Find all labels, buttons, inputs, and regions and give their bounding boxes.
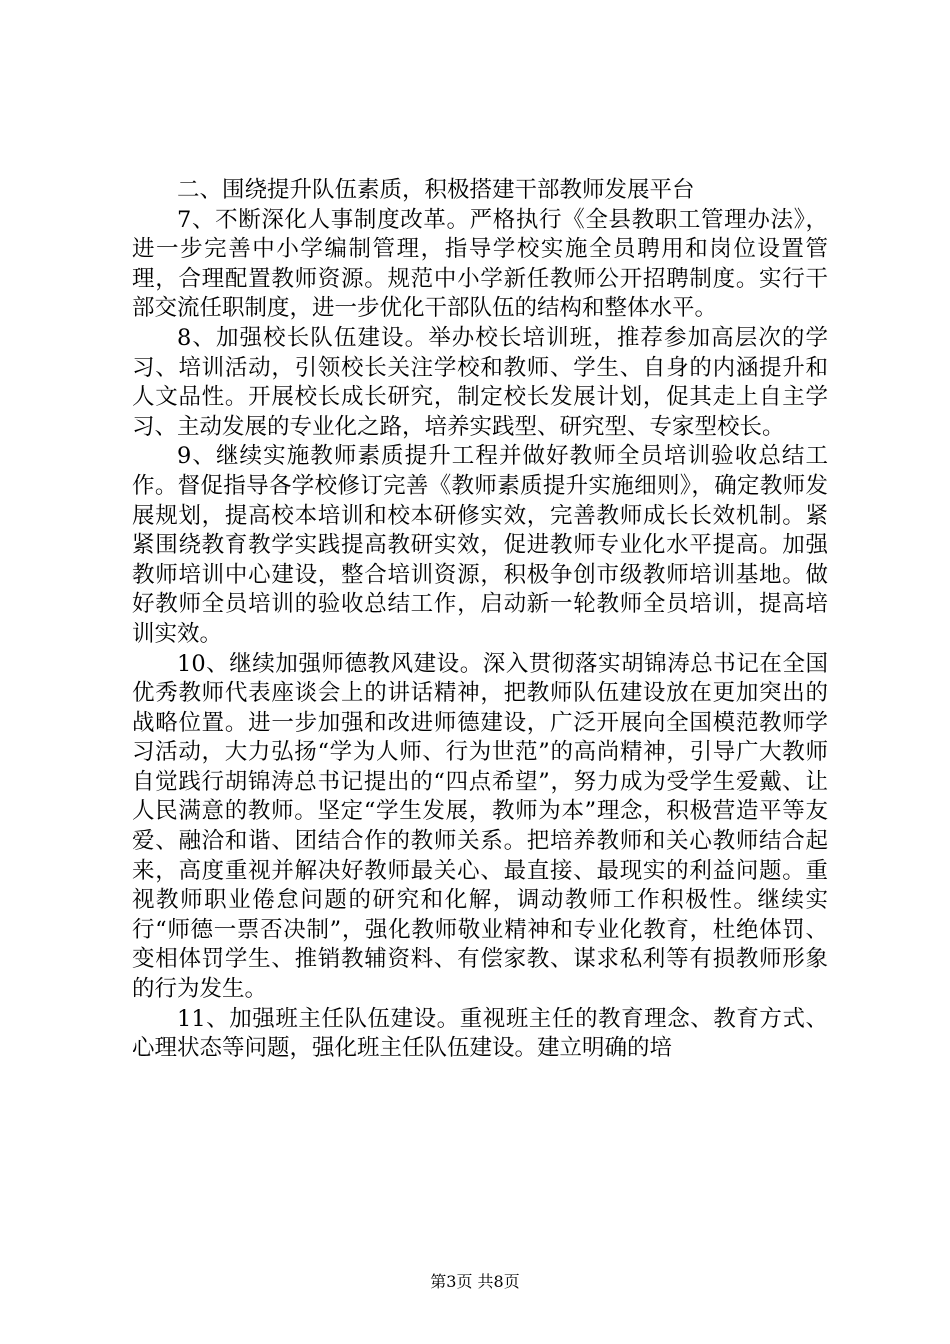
paragraph-8: 8、加强校长队伍建设。举办校长培训班，推荐参加高层次的学习、培训活动，引领校长关注学校和教师、学生、自身的内涵提升和人文品性。开展校长成长研究，制定校长发展计划，促其走上自主学习、主动发展的专业化之路，培养实践型、研究型、专家型校长。 [132,324,828,440]
paragraph-7: 7、不断深化人事制度改革。严格执行《全县教职工管理办法》，进一步完善中小学编制管理，指导学校实施全员聘用和岗位设置管理，合理配置教师资源。规范中小学新任教师公开招聘制度。实行干部交流任职制度，进一步优化干部队伍的结构和整体水平。 [132,206,828,322]
paragraph-11: 11、加强班主任队伍建设。重视班主任的教育理念、教育方式、心理状态等问题，强化班主任队伍建设。建立明确的培 [132,1005,828,1062]
paragraph-9: 9、继续实施教师素质提升工程并做好教师全员培训验收总结工作。督促指导各学校修订完善《教师素质提升实施细则》，确定教师发展规划，提高校本培训和校本研修实效，完善教师成长长效机制。紧紧围绕教育教学实践提高教研实效，促进教师专业化水平提高。加强教师培训中心建设，整合培训资源，积极争创市级教师培训基地。做好教师全员培训的验收总结工作，启动新一轮教师全员培训，提高培训实效。 [132,443,828,647]
section-heading: 二、围绕提升队伍素质，积极搭建干部教师发展平台 [177,177,695,203]
paragraph-10: 10、继续加强师德教风建设。深入贯彻落实胡锦涛总书记在全国优秀教师代表座谈会上的讲话精神，把教师队伍建设放在更加突出的战略位置。进一步加强和改进师德建设，广泛开展向全国模范教师学习活动，大力弘扬“学为人师、行为世范”的高尚精神，引导广大教师自觉践行胡锦涛总书记提出的“四点希望”，努力成为受学生爱戴、让人民满意的教师。坚定“学生发展，教师为本”理念，积极营造平等友爱、融洽和谐、团结合作的教师关系。把培养教师和关心教师结合起来，高度重视并解决好教师最关心、最直接、最现实的利益问题。重视教师职业倦怠问题的研究和化解，调动教师工作积极性。继续实行“师德一票否决制”，强化教师敬业精神和专业化教育，杜绝体罚、变相体罚学生、推销教辅资料、有偿家教、谋求私利等有损教师形象的行为发生。 [132,650,828,1003]
page-number-footer: 第3页 共8页 [430,1272,520,1291]
document-body [132,176,828,1064]
